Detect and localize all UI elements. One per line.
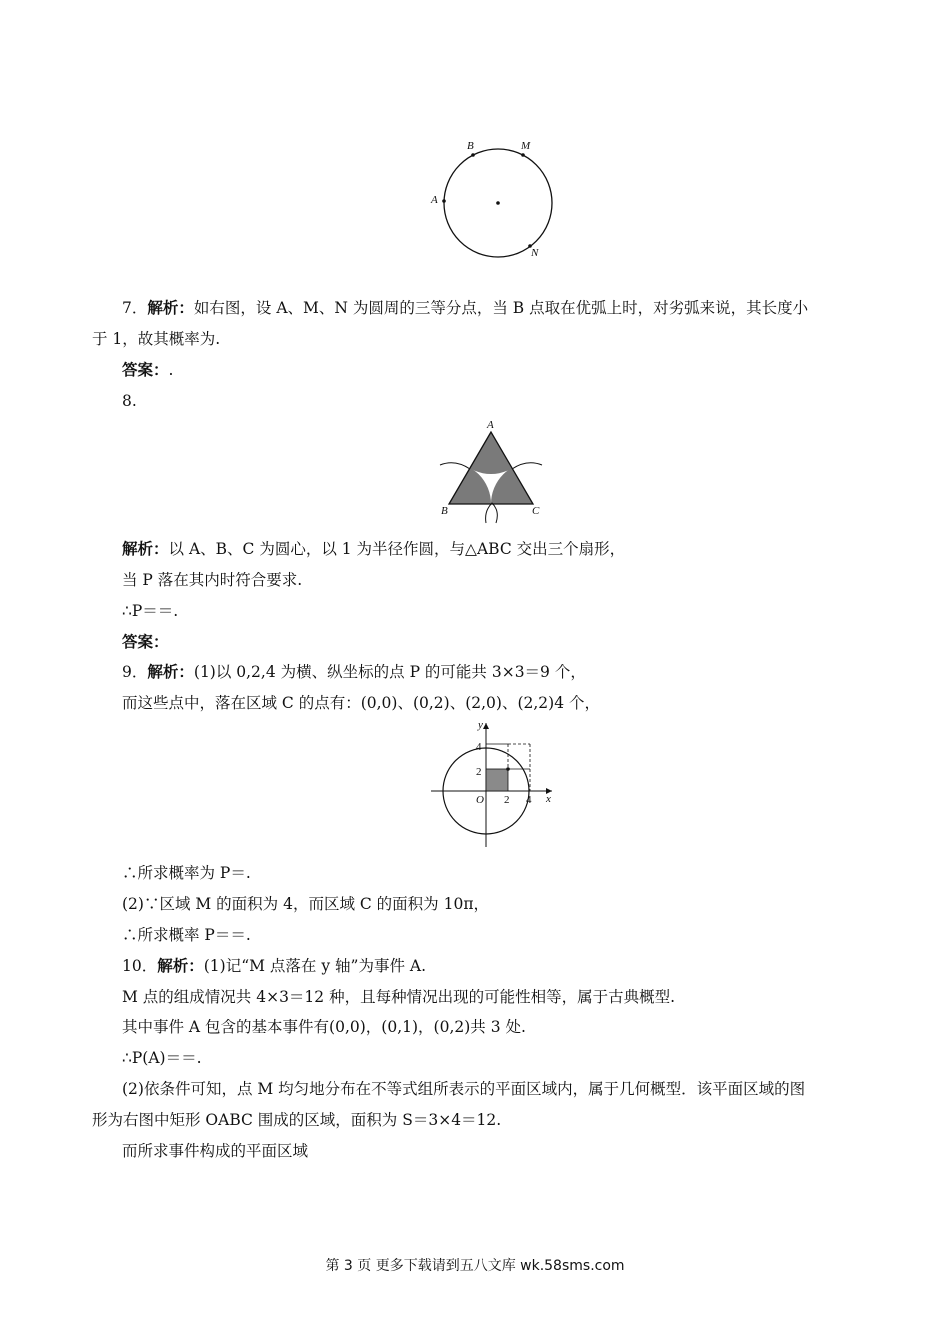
point-label-b: B	[467, 140, 474, 152]
vertex-label-a: A	[487, 419, 494, 431]
q9-line-2: 而这些点中，落在区域 C 的点有：(0,0)、(0,2)、(2,0)、(2,2)4 个，	[122, 694, 600, 712]
point-label-m: M	[521, 140, 531, 152]
point-label-n: N	[531, 247, 539, 259]
q10-line-2: M 点的组成情况共 4×3＝12 种，且每种情况出现的可能性相等，属于古典概型.	[122, 988, 676, 1006]
q7-line-1: 7．解析：如右图，设 A、M、N 为圆周的三等分点，当 B 点取在优弧上时，对劣弧来说，其长度小	[122, 298, 809, 317]
page-footer: 第 3 页 更多下载请到五八文库 wk.58sms.com	[325, 1258, 625, 1274]
axis-label-y: y	[478, 719, 483, 731]
q9-line-4: (2)∵区域 M 的面积为 4，而区域 C 的面积为 10π，	[122, 895, 490, 913]
q8-line-1: 解析：以 A、B、C 为圆心，以 1 为半径作圆，与△ABC 交出三个扇形，	[122, 539, 626, 558]
q10-line-4: ∴P(A)＝＝.	[122, 1049, 202, 1067]
q9-line-3: ∴所求概率为 P＝.	[122, 864, 251, 882]
axis-label-x: x	[546, 793, 551, 805]
figure-coordinate-region	[428, 715, 558, 850]
q10-line-5: (2)依条件可知，点 M 均匀地分布在不等式组所表示的平面区域内，属于几何概型．该平面区域的图	[122, 1080, 806, 1098]
tick-x-4: 4	[526, 794, 532, 806]
q8-line-2: 当 P 落在其内时符合要求.	[122, 571, 303, 589]
q9-line-5: ∴所求概率 P＝＝.	[122, 926, 251, 944]
tick-y-4: 4	[476, 741, 482, 753]
point-label-a: A	[431, 194, 438, 206]
figure-circle-diagram	[420, 130, 570, 265]
figure-triangle-sectors	[430, 415, 550, 525]
origin-label: O	[476, 794, 484, 806]
q9-line-1: 9．解析：(1)以 0,2,4 为横、纵坐标的点 P 的可能共 3×3＝9 个，	[122, 662, 586, 681]
q10-line-1: 10．解析：(1)记“M 点落在 y 轴”为事件 A.	[122, 956, 427, 975]
tick-x-2: 2	[504, 794, 510, 806]
q8-number: 8.	[122, 392, 137, 410]
q10-line-7: 而所求事件构成的平面区域	[122, 1142, 309, 1160]
vertex-label-b: B	[441, 505, 448, 517]
q10-line-6: 形为右图中矩形 OABC 围成的区域，面积为 S＝3×4＝12.	[92, 1111, 502, 1129]
q8-answer: 答案：	[122, 632, 169, 651]
tick-y-2: 2	[476, 766, 482, 778]
q7-line-2: 于 1，故其概率为.	[92, 330, 221, 348]
q8-line-3: ∴P＝＝.	[122, 602, 179, 620]
q10-line-3: 其中事件 A 包含的基本事件有(0,0)，(0,1)，(0,2)共 3 处.	[122, 1018, 526, 1036]
vertex-label-c: C	[532, 505, 540, 517]
q7-answer: 答案：.	[122, 360, 174, 379]
